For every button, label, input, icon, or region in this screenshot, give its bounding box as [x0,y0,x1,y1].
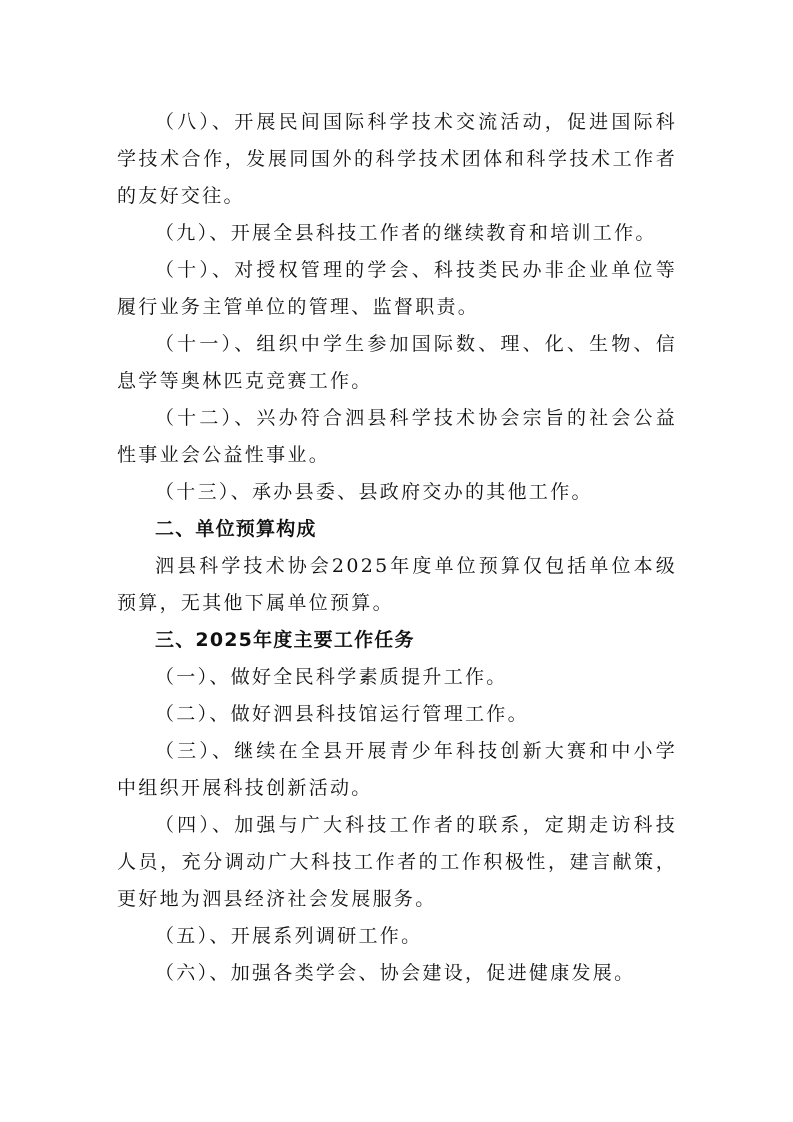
paragraph-item-8: （八）、开展民间国际科学技术交流活动，促进国际科学技术合作，发展同国外的科学技术团体和科学技术工作者的友好交往。 [117,111,677,207]
paragraph-item-13: （十三）、承办县委、县政府交办的其他工作。 [155,481,593,503]
document-body [117,104,677,992]
task-item-6: （六）、加强各类学会、协会建设，促进健康发展。 [155,962,636,984]
section-heading-budget-composition: 二、单位预算构成 [155,518,317,540]
paragraph-item-11: （十一）、组织中学生参加国际数、理、化、生物、信息学等奥林匹克竞赛工作。 [117,333,677,392]
paragraph-item-9: （九）、开展全县科技工作者的继续教育和培训工作。 [155,222,657,244]
task-item-3: （三）、继续在全县开展青少年科技创新大赛和中小学中组织开展科技创新活动。 [117,740,677,799]
section-heading-main-tasks: 三、2025年度主要工作任务 [155,629,415,651]
task-item-2: （二）、做好泗县科技馆运行管理工作。 [155,703,529,725]
task-item-4: （四）、加强与广大科技工作者的联系，定期走访科技人员，充分调动广大科技工作者的工作积极性，建言献策，更好地为泗县经济社会发展服务。 [117,814,677,910]
paragraph-item-10: （十）、对授权管理的学会、科技类民办非企业单位等履行业务主管单位的管理、监督职责。 [117,259,677,318]
paragraph-budget-composition: 泗县科学技术协会2025年度单位预算仅包括单位本级预算，无其他下属单位预算。 [117,555,677,614]
task-item-1: （一）、做好全民科学素质提升工作。 [155,666,508,688]
task-item-5: （五）、开展系列调研工作。 [155,925,423,947]
paragraph-item-12: （十二）、兴办符合泗县科学技术协会宗旨的社会公益性事业会公益性事业。 [117,407,677,466]
